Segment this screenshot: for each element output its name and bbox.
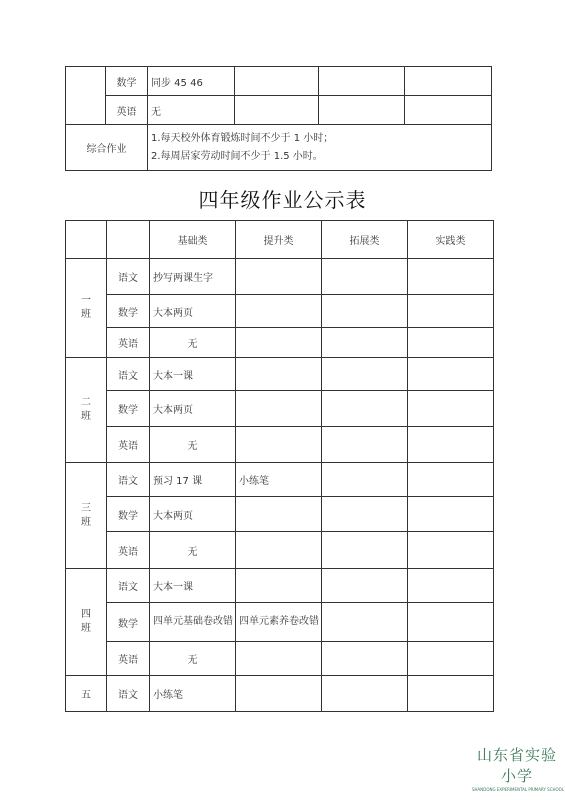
improve-cell bbox=[236, 497, 322, 532]
extend-cell bbox=[322, 358, 408, 391]
table-row bbox=[66, 358, 494, 391]
header-practice: 实践类 bbox=[408, 221, 494, 259]
improve-cell bbox=[236, 676, 322, 712]
basic-cell: 大本两页 bbox=[150, 497, 236, 532]
basic-cell: 大本两页 bbox=[150, 295, 236, 328]
subject-cell: 数学 bbox=[107, 391, 150, 427]
improve-cell bbox=[236, 328, 322, 358]
extend-cell bbox=[319, 96, 405, 125]
improve-cell bbox=[236, 391, 322, 427]
practice-cell bbox=[408, 259, 494, 295]
subject-cell: 数学 bbox=[107, 497, 150, 532]
extend-cell bbox=[322, 463, 408, 497]
extend-cell bbox=[322, 676, 408, 712]
extend-cell bbox=[322, 497, 408, 532]
practice-cell bbox=[408, 463, 494, 497]
table-row bbox=[66, 125, 492, 171]
practice-cell bbox=[408, 295, 494, 328]
practice-cell bbox=[408, 569, 494, 603]
subject-cell: 语文 bbox=[107, 259, 150, 295]
table-row bbox=[66, 463, 494, 497]
class-label: 三 班 bbox=[66, 463, 107, 569]
subject-cell: 数学 bbox=[107, 603, 150, 642]
basic-cell: 无 bbox=[150, 642, 236, 676]
practice-cell bbox=[408, 603, 494, 642]
improve-cell bbox=[236, 569, 322, 603]
practice-cell bbox=[405, 67, 492, 96]
extend-cell bbox=[322, 642, 408, 676]
subject-cell: 英语 bbox=[106, 96, 148, 125]
summary-line: 1.每天校外体育锻炼时间不少于 1 小时； bbox=[151, 132, 334, 144]
practice-cell bbox=[408, 676, 494, 712]
improve-cell: 小练笔 bbox=[236, 463, 322, 497]
subject-cell: 英语 bbox=[107, 642, 150, 676]
table-row bbox=[66, 532, 494, 569]
subject-cell: 语文 bbox=[107, 569, 150, 603]
basic-cell: 同步 45 46 bbox=[148, 67, 235, 96]
class-label: 五 bbox=[66, 676, 107, 712]
table-row bbox=[66, 96, 492, 125]
class-label: 四 班 bbox=[66, 569, 107, 676]
subject-cell: 英语 bbox=[107, 532, 150, 569]
improve-cell bbox=[236, 532, 322, 569]
class-cell bbox=[66, 67, 106, 125]
extend-cell bbox=[322, 295, 408, 328]
subject-cell: 数学 bbox=[106, 67, 148, 96]
school-logo-name: 山东省实验小学 bbox=[476, 746, 557, 785]
summary-line: 2.每周居家劳动时间不少于 1.5 小时。 bbox=[151, 150, 323, 162]
practice-cell bbox=[408, 497, 494, 532]
subject-cell: 语文 bbox=[107, 358, 150, 391]
class-label: 一 班 bbox=[66, 259, 107, 358]
practice-cell bbox=[408, 532, 494, 569]
summary-content bbox=[148, 125, 492, 171]
basic-cell: 四单元基础卷改错 bbox=[150, 603, 236, 642]
subject-cell: 语文 bbox=[107, 463, 150, 497]
basic-cell: 无 bbox=[150, 532, 236, 569]
improve-cell bbox=[236, 427, 322, 463]
table-row bbox=[66, 642, 494, 676]
header-extend: 拓展类 bbox=[322, 221, 408, 259]
subject-cell: 语文 bbox=[107, 676, 150, 712]
basic-cell: 无 bbox=[150, 427, 236, 463]
table-row bbox=[66, 569, 494, 603]
header-basic: 基础类 bbox=[150, 221, 236, 259]
table-row bbox=[66, 497, 494, 532]
improve-cell bbox=[235, 67, 319, 96]
extend-cell bbox=[322, 259, 408, 295]
table-row bbox=[66, 259, 494, 295]
table-row bbox=[66, 328, 494, 358]
extend-cell bbox=[322, 603, 408, 642]
practice-cell bbox=[405, 96, 492, 125]
homework-table bbox=[65, 220, 494, 712]
basic-cell: 大本一课 bbox=[150, 358, 236, 391]
basic-cell: 无 bbox=[148, 96, 235, 125]
table-row bbox=[66, 67, 492, 96]
summary-label: 综合作业 bbox=[66, 125, 148, 171]
basic-cell: 无 bbox=[150, 328, 236, 358]
table-row bbox=[66, 295, 494, 328]
basic-cell: 预习 17 课 bbox=[150, 463, 236, 497]
basic-cell: 大本两页 bbox=[150, 391, 236, 427]
extend-cell bbox=[322, 569, 408, 603]
header-row bbox=[66, 221, 494, 259]
header-improve: 提升类 bbox=[236, 221, 322, 259]
extend-cell bbox=[322, 391, 408, 427]
extend-cell bbox=[322, 427, 408, 463]
extend-cell bbox=[319, 67, 405, 96]
table-row bbox=[66, 391, 494, 427]
improve-cell: 四单元素养卷改错 bbox=[236, 603, 322, 642]
practice-cell bbox=[408, 391, 494, 427]
table-row bbox=[66, 603, 494, 642]
basic-cell: 大本一课 bbox=[150, 569, 236, 603]
page-title: 四年级作业公示表 bbox=[198, 188, 367, 212]
extend-cell bbox=[322, 532, 408, 569]
extend-cell bbox=[322, 328, 408, 358]
subject-cell: 数学 bbox=[107, 295, 150, 328]
improve-cell bbox=[236, 259, 322, 295]
corner-cell bbox=[66, 221, 107, 259]
school-logo bbox=[472, 744, 565, 792]
improve-cell bbox=[235, 96, 319, 125]
top-table bbox=[65, 66, 492, 171]
corner-cell bbox=[107, 221, 150, 259]
practice-cell bbox=[408, 328, 494, 358]
subject-cell: 英语 bbox=[107, 427, 150, 463]
table-row bbox=[66, 676, 494, 712]
subject-cell: 英语 bbox=[107, 328, 150, 358]
basic-cell: 抄写两课生字 bbox=[150, 259, 236, 295]
class-label: 二 班 bbox=[66, 358, 107, 463]
practice-cell bbox=[408, 358, 494, 391]
basic-cell: 小练笔 bbox=[150, 676, 236, 712]
improve-cell bbox=[236, 642, 322, 676]
improve-cell bbox=[236, 295, 322, 328]
improve-cell bbox=[236, 358, 322, 391]
table-row bbox=[66, 427, 494, 463]
practice-cell bbox=[408, 427, 494, 463]
school-logo-english: SHANDONG EXPERIMENTAL PRIMARY SCHOOL bbox=[472, 787, 565, 792]
practice-cell bbox=[408, 642, 494, 676]
